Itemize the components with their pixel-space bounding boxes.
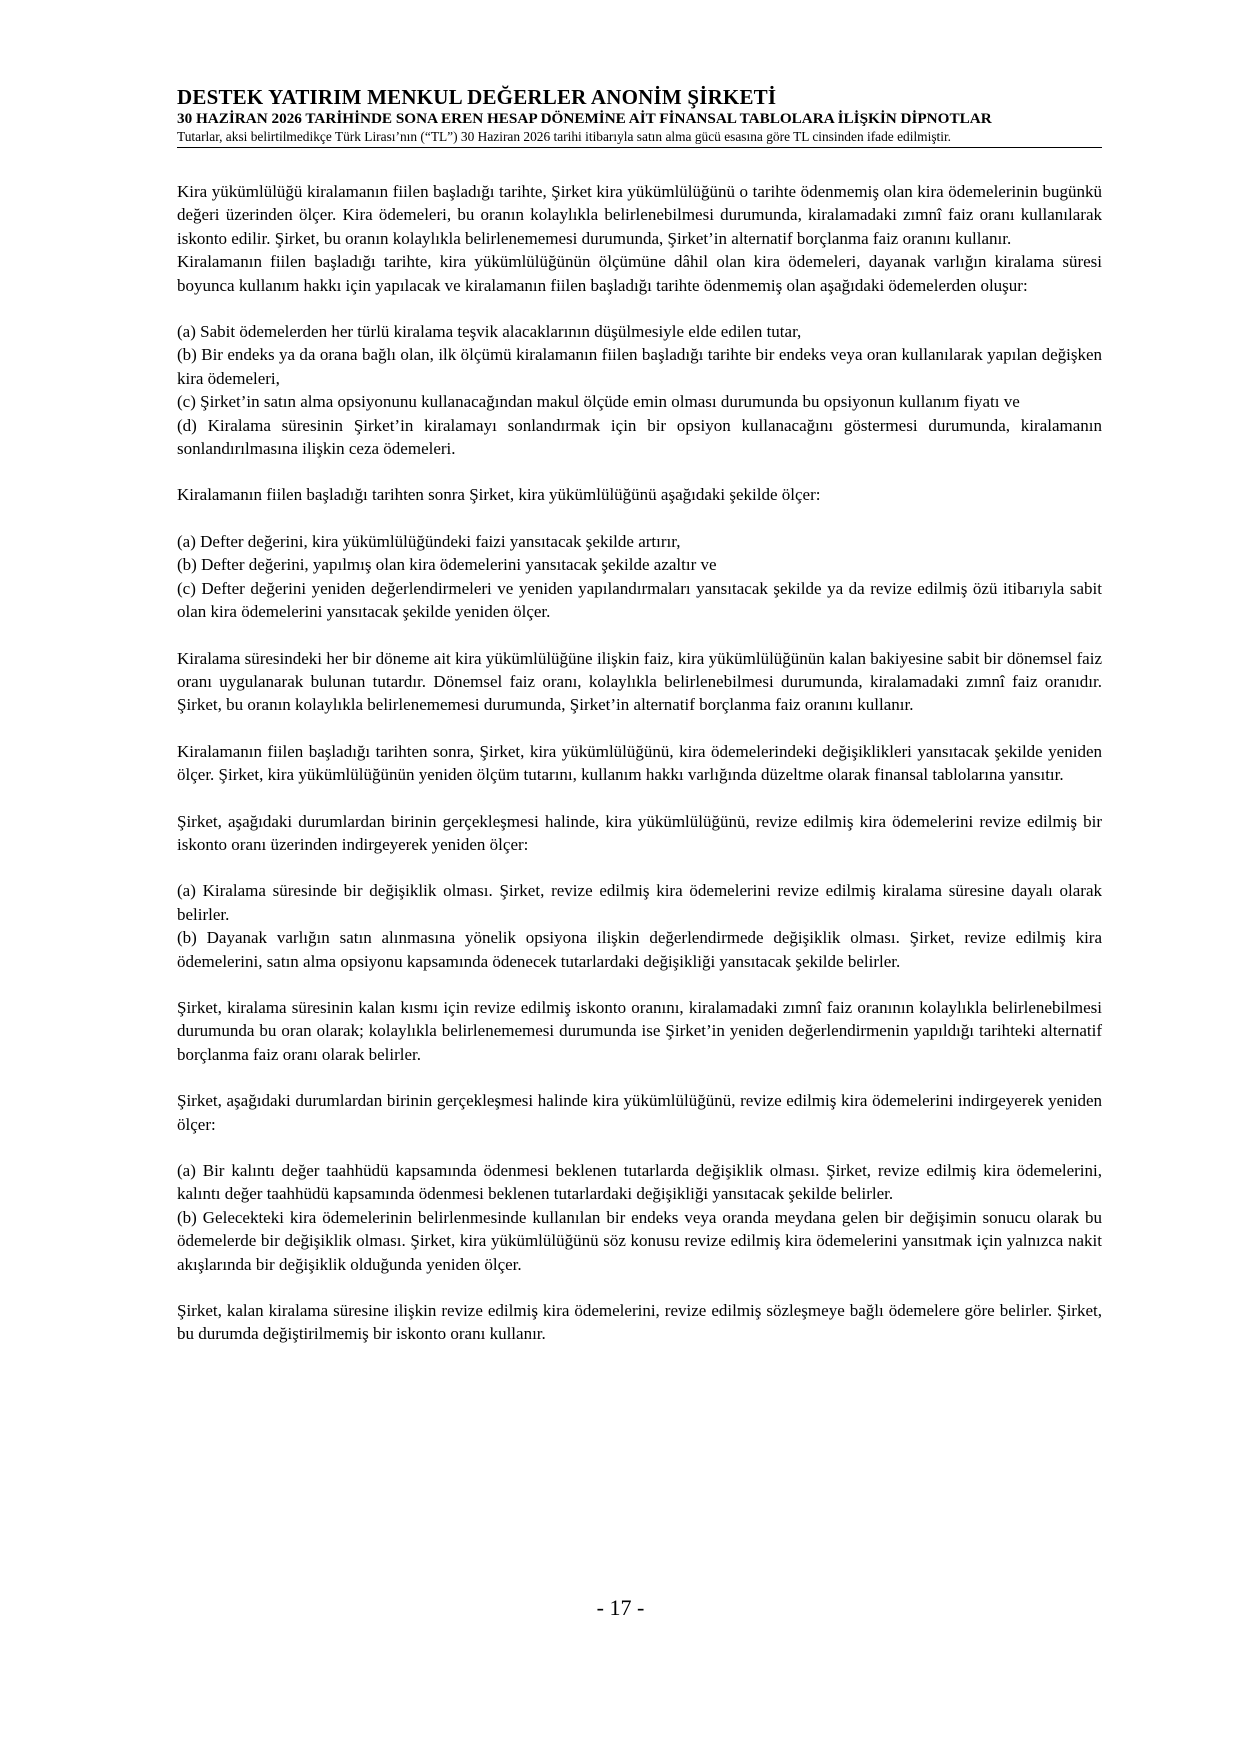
paragraph: Şirket, kalan kiralama süresine ilişkin revize edilmiş kira ödemelerini, revize edilmiş sözleşmeye bağlı ödemelere göre belirler. Şirket, bu durumda değiştirilmemiş bir iskonto oranı kullanır. [177,1301,1102,1344]
list-item: (d) Kiralama süresinin Şirket’in kiralamayı sonlandırmak için bir opsiyon kullanacağını göstermesi durumunda, kiralamanın sonlandırılmasına ilişkin ceza ödemeleri. [177,415,1102,459]
document-subtitle: 30 HAZİRAN 2026 TARİHİNDE SONA EREN HESAP DÖNEMİNE AİT FİNANSAL TABLOLARA İLİŞKİN DİPNOTLAR [177,110,992,127]
paragraph: Kiralamanın fiilen başladığı tarihten sonra Şirket, kira yükümlülüğünü aşağıdaki şekilde ölçer: [177,485,821,505]
paragraph: Kira yükümlülüğü kiralamanın fiilen başladığı tarihte, Şirket kira yükümlülüğünü o tarihte ödenmemiş olan kira ödemelerinin bugünkü değeri üzerinden ölçer. Kira ödemeleri, bu oranın kolaylıkla belirlenebilmesi durumunda, kiralamadaki zımnî faiz oranı kullanılarak iskonto edilir. Şirket, bu oranın kolaylıkla belirlenememesi durumunda, Şirket’in alternatif borçlanma faiz oranını kullanır. [177,182,1102,248]
paragraph: Şirket, kiralama süresinin kalan kısmı için revize edilmiş iskonto oranını, kiralamadaki zımnî faiz oranının kolaylıkla belirlenebilmesi durumunda bu oran olarak; kolaylıkla belirlenememesi durumunda ise Şirket’in yeniden değerlendirmenin yapıldığı tarihteki alternatif borçlanma faiz oranı olarak belirler. [177,997,1102,1064]
list-item: (b) Dayanak varlığın satın alınmasına yönelik opsiyona ilişkin değerlendirmede değişiklik olması. Şirket, revize edilmiş kira ödemelerini, satın alma opsiyonu kapsamında ödenecek tutarlardaki değişikliği yansıtacak şekilde belirler. [177,928,1102,971]
page-header [177,85,1102,148]
document-body [177,180,1102,1346]
paragraph: Kiralamanın fiilen başladığı tarihte, kira yükümlülüğünün ölçümüne dâhil olan kira ödemeleri, dayanak varlığın kiralama süresi boyunca kullanım hakkı için yapılacak ve kiralamanın fiilen başladığı tarihte ödenmemiş olan aşağıdaki ödemelerden oluşur: [177,252,1102,295]
paragraph: Şirket, aşağıdaki durumlardan birinin gerçekleşmesi halinde, kira yükümlülüğünü, revize edilmiş kira ödemelerini revize edilmiş bir iskonto oranı üzerinden indirgeyerek yeniden ölçer: [177,811,1102,854]
paragraph: Şirket, aşağıdaki durumlardan birinin gerçekleşmesi halinde kira yükümlülüğünü, revize edilmiş kira ödemelerini indirgeyerek yeniden ölçer: [177,1091,1102,1134]
list-item: (c) Şirket’in satın alma opsiyonunu kullanacağından makul ölçüde emin olması durumunda bu opsiyonun kullanım fiyatı ve [177,392,1020,412]
paragraph: Kiralamanın fiilen başladığı tarihten sonra, Şirket, kira yükümlülüğünü, kira ödemelerindeki değişiklikleri yansıtacak şekilde yeniden ölçer. Şirket, kira yükümlülüğünün yeniden ölçüm tutarını, kullanım hakkı varlığında düzeltme olarak finansal tablolarına yansıtır. [177,741,1102,785]
list-item: (c) Defter değerini yeniden değerlendirmeleri ve yeniden yapılandırmaları yansıtacak şekilde ya da revize edilmiş özü itibarıyla sabit olan kira ödemelerini yansıtacak şekilde yeniden ölçer. [177,578,1102,622]
list-item: (a) Kiralama süresinde bir değişiklik olması. Şirket, revize edilmiş kira ödemelerini revize edilmiş kiralama süresine dayalı olarak belirler. [177,881,1102,924]
list-item: (a) Defter değerini, kira yükümlülüğündeki faizi yansıtacak şekilde artırır, [177,531,681,551]
page-number: - 17 - [596,1595,645,1620]
list-item: (a) Bir kalıntı değer taahhüdü kapsamında ödenmesi beklenen tutarlarda değişiklik olması. Şirket, revize edilmiş kira ödemelerini, kalıntı değer taahhüdü kapsamında ödenmesi beklenen tutarlardaki değişikliği yansıtacak şekilde belirler. [177,1161,1102,1204]
currency-note: Tutarlar, aksi belirtilmedikçe Türk Lirası’nın (“TL”) 30 Haziran 2026 tarihi itibarıyla satın alma gücü esasına göre TL cinsinden ifade edilmiştir. [177,129,952,144]
paragraph: Kiralama süresindeki her bir döneme ait kira yükümlülüğüne ilişkin faiz, kira yükümlülüğünün kalan bakiyesine sabit bir dönemsel faiz oranı uygulanarak bulunan tutardır. Dönemsel faiz oranı, kolaylıkla belirlenebilmesi durumunda, kiralamadaki zımnî faiz oranıdır. Şirket, bu oranın kolaylıkla belirlenememesi durumunda, Şirket’in alternatif borçlanma faiz oranını kullanır. [177,648,1102,715]
list-item: (a) Sabit ödemelerden her türlü kiralama teşvik alacaklarının düşülmesiyle elde edilen tutar, [177,322,802,342]
list-item: (b) Bir endeks ya da orana bağlı olan, ilk ölçümü kiralamanın fiilen başladığı tarihte bir endeks veya oran kullanılarak yapılan değişken kira ödemeleri, [177,345,1102,388]
header-rule [177,147,1102,148]
company-name: DESTEK YATIRIM MENKUL DEĞERLER ANONİM ŞİRKETİ [177,85,777,109]
list-item: (b) Defter değerini, yapılmış olan kira ödemelerini yansıtacak şekilde azaltır ve [177,555,717,575]
list-item: (b) Gelecekteki kira ödemelerinin belirlenmesinde kullanılan bir endeks veya oranda meydana gelen bir değişimin sonucu olarak bu ödemelerde bir değişiklik olması. Şirket, kira yükümlülüğünü söz konusu revize edilmiş kira ödemelerini yansıtmak için yalnızca nakit akışlarında bir değişiklik olduğunda yeniden ölçer. [177,1207,1102,1274]
